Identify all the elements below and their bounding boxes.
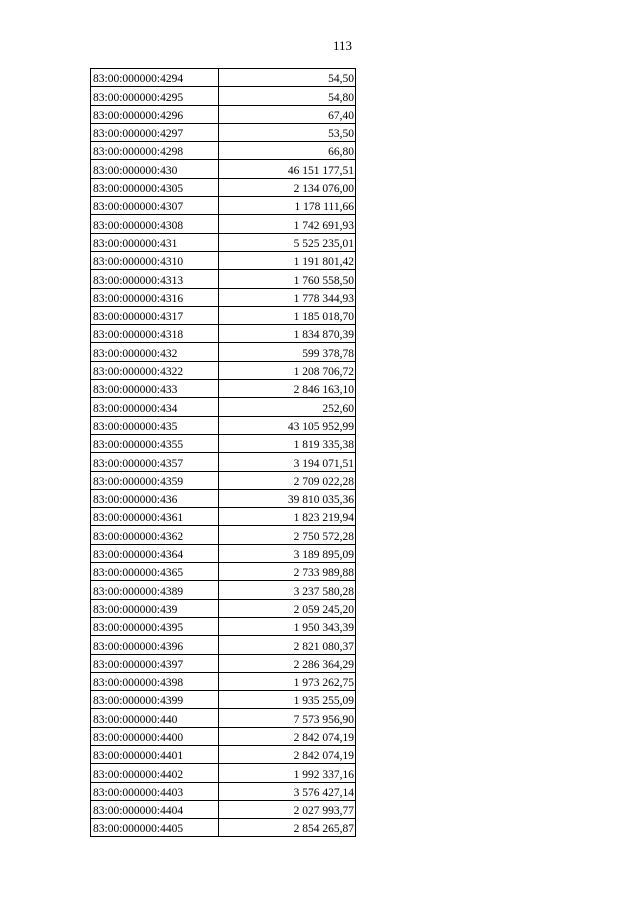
cadastral-number-cell: 83:00:000000:4364 (91, 544, 219, 562)
cadastral-number-cell: 83:00:000000:4317 (91, 306, 219, 324)
cadastral-number-cell: 83:00:000000:4405 (91, 819, 219, 837)
cadastral-number-cell: 83:00:000000:4362 (91, 526, 219, 544)
cadastral-number-cell: 83:00:000000:4399 (91, 691, 219, 709)
cadastral-number-cell: 83:00:000000:4316 (91, 288, 219, 306)
value-cell: 252,60 (219, 398, 356, 416)
table-row (91, 745, 356, 763)
value-cell: 7 573 956,90 (219, 709, 356, 727)
cadastral-number-cell: 83:00:000000:4365 (91, 563, 219, 581)
value-cell: 2 854 265,87 (219, 819, 356, 837)
value-cell: 2 709 022,28 (219, 471, 356, 489)
table-row (91, 325, 356, 343)
value-cell: 1 950 343,39 (219, 617, 356, 635)
cadastral-number-cell: 83:00:000000:4395 (91, 617, 219, 635)
cadastral-number-cell: 83:00:000000:440 (91, 709, 219, 727)
table-row (91, 526, 356, 544)
cadastral-number-cell: 83:00:000000:431 (91, 233, 219, 251)
value-cell: 2 134 076,00 (219, 178, 356, 196)
table-row (91, 215, 356, 233)
value-cell: 3 237 580,28 (219, 581, 356, 599)
table-row (91, 636, 356, 654)
cadastral-number-cell: 83:00:000000:435 (91, 416, 219, 434)
table-row (91, 654, 356, 672)
cadastral-value-table (90, 68, 356, 837)
table-row (91, 489, 356, 507)
value-cell: 3 194 071,51 (219, 453, 356, 471)
table-row (91, 306, 356, 324)
table-row (91, 617, 356, 635)
value-cell: 39 810 035,36 (219, 489, 356, 507)
table-row (91, 544, 356, 562)
value-cell: 1 208 706,72 (219, 361, 356, 379)
cadastral-number-cell: 83:00:000000:4398 (91, 672, 219, 690)
value-cell: 599 378,78 (219, 343, 356, 361)
value-cell: 2 821 080,37 (219, 636, 356, 654)
value-cell: 67,40 (219, 105, 356, 123)
value-cell: 3 189 895,09 (219, 544, 356, 562)
value-cell: 1 935 255,09 (219, 691, 356, 709)
value-cell: 1 823 219,94 (219, 508, 356, 526)
table-row (91, 727, 356, 745)
cadastral-number-cell: 83:00:000000:4402 (91, 764, 219, 782)
cadastral-number-cell: 83:00:000000:4307 (91, 197, 219, 215)
value-cell: 1 819 335,38 (219, 434, 356, 452)
cadastral-number-cell: 83:00:000000:4400 (91, 727, 219, 745)
value-cell: 53,50 (219, 123, 356, 141)
table-row (91, 709, 356, 727)
table-row (91, 782, 356, 800)
value-cell: 1 760 558,50 (219, 270, 356, 288)
cadastral-number-cell: 83:00:000000:4318 (91, 325, 219, 343)
value-cell: 54,50 (219, 69, 356, 87)
cadastral-number-cell: 83:00:000000:4308 (91, 215, 219, 233)
table-row (91, 380, 356, 398)
table-row (91, 819, 356, 837)
page-number: 113 (333, 38, 353, 53)
table-row (91, 160, 356, 178)
value-cell: 1 778 344,93 (219, 288, 356, 306)
cadastral-number-cell: 83:00:000000:4313 (91, 270, 219, 288)
cadastral-number-cell: 83:00:000000:4396 (91, 636, 219, 654)
value-cell: 5 525 235,01 (219, 233, 356, 251)
cadastral-number-cell: 83:00:000000:4322 (91, 361, 219, 379)
table-row (91, 508, 356, 526)
value-cell: 1 178 111,66 (219, 197, 356, 215)
value-cell: 1 992 337,16 (219, 764, 356, 782)
table-row (91, 434, 356, 452)
cadastral-number-cell: 83:00:000000:436 (91, 489, 219, 507)
cadastral-number-cell: 83:00:000000:4305 (91, 178, 219, 196)
value-cell: 1 191 801,42 (219, 251, 356, 269)
cadastral-number-cell: 83:00:000000:4403 (91, 782, 219, 800)
cadastral-number-cell: 83:00:000000:4397 (91, 654, 219, 672)
cadastral-number-cell: 83:00:000000:4310 (91, 251, 219, 269)
value-cell: 2 027 993,77 (219, 800, 356, 818)
cadastral-number-cell: 83:00:000000:4389 (91, 581, 219, 599)
cadastral-number-cell: 83:00:000000:4401 (91, 745, 219, 763)
table-row (91, 764, 356, 782)
value-cell: 43 105 952,99 (219, 416, 356, 434)
table-row (91, 69, 356, 87)
cadastral-number-cell: 83:00:000000:4296 (91, 105, 219, 123)
value-cell: 2 842 074,19 (219, 727, 356, 745)
value-cell: 66,80 (219, 142, 356, 160)
cadastral-number-cell: 83:00:000000:439 (91, 599, 219, 617)
table-row (91, 563, 356, 581)
table-body (91, 69, 356, 837)
cadastral-number-cell: 83:00:000000:434 (91, 398, 219, 416)
value-cell: 1 742 691,93 (219, 215, 356, 233)
table-row (91, 142, 356, 160)
value-cell: 3 576 427,14 (219, 782, 356, 800)
cadastral-number-cell: 83:00:000000:4297 (91, 123, 219, 141)
cadastral-number-cell: 83:00:000000:4361 (91, 508, 219, 526)
value-cell: 2 842 074,19 (219, 745, 356, 763)
table-row (91, 416, 356, 434)
value-cell: 1 973 262,75 (219, 672, 356, 690)
cadastral-number-cell: 83:00:000000:4404 (91, 800, 219, 818)
table-row (91, 233, 356, 251)
value-cell: 1 834 870,39 (219, 325, 356, 343)
cadastral-number-cell: 83:00:000000:430 (91, 160, 219, 178)
table-row (91, 453, 356, 471)
cadastral-number-cell: 83:00:000000:432 (91, 343, 219, 361)
table-row (91, 87, 356, 105)
value-cell: 2 750 572,28 (219, 526, 356, 544)
table-row (91, 581, 356, 599)
cadastral-number-cell: 83:00:000000:4357 (91, 453, 219, 471)
table-row (91, 800, 356, 818)
table-row (91, 270, 356, 288)
cadastral-number-cell: 83:00:000000:433 (91, 380, 219, 398)
value-cell: 2 059 245,20 (219, 599, 356, 617)
table-row (91, 672, 356, 690)
cadastral-number-cell: 83:00:000000:4295 (91, 87, 219, 105)
table-row (91, 691, 356, 709)
table-row (91, 599, 356, 617)
table-row (91, 471, 356, 489)
value-cell: 54,80 (219, 87, 356, 105)
table-row (91, 123, 356, 141)
cadastral-number-cell: 83:00:000000:4298 (91, 142, 219, 160)
table-row (91, 361, 356, 379)
value-cell: 2 286 364,29 (219, 654, 356, 672)
table-row (91, 343, 356, 361)
table-row (91, 178, 356, 196)
table-row (91, 105, 356, 123)
table-row (91, 288, 356, 306)
cadastral-number-cell: 83:00:000000:4359 (91, 471, 219, 489)
table-row (91, 251, 356, 269)
table-row (91, 398, 356, 416)
value-cell: 1 185 018,70 (219, 306, 356, 324)
value-cell: 46 151 177,51 (219, 160, 356, 178)
cadastral-number-cell: 83:00:000000:4355 (91, 434, 219, 452)
table-row (91, 197, 356, 215)
value-cell: 2 846 163,10 (219, 380, 356, 398)
cadastral-number-cell: 83:00:000000:4294 (91, 69, 219, 87)
value-cell: 2 733 989,88 (219, 563, 356, 581)
